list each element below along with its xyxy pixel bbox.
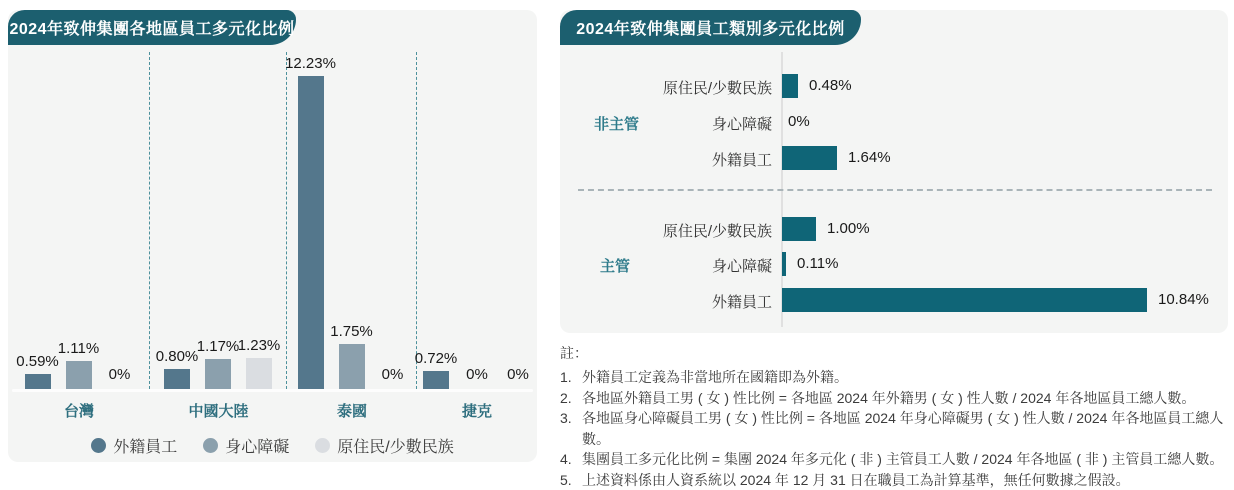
chart-group-3 <box>417 52 537 389</box>
footnote-text: 集團員工多元化比例 = 集團 2024 年多元化 ( 非 ) 主管員工人數 / 2024 年各地區 ( 非 ) 主管員工總人數。 <box>582 449 1223 470</box>
chart-group-1 <box>150 52 287 389</box>
group-separator-dashed-line <box>578 189 1212 191</box>
legend-dot-icon <box>203 438 218 453</box>
x-axis-label-中國大陸: 中國大陸 <box>150 400 287 422</box>
footnote-1 <box>560 367 1232 388</box>
category-diversity-panel <box>560 10 1228 333</box>
legend-item-外籍員工 <box>91 434 177 457</box>
bar-外籍員工 <box>298 76 324 389</box>
legend-label: 外籍員工 <box>113 434 177 457</box>
chart-group-2 <box>287 52 417 389</box>
bar-身心障礙 <box>205 359 231 389</box>
bar-slot <box>164 369 190 389</box>
bar-外籍員工 <box>25 374 51 389</box>
right-panel-title-banner <box>560 10 861 45</box>
x-axis-baseline <box>12 389 533 392</box>
footnote-number: 1. <box>560 367 582 388</box>
legend-dot-icon <box>315 438 330 453</box>
left-panel-title: 2024年致伸集團各地區員工多元化比例 <box>9 16 294 39</box>
bar-value-label: 12.23% <box>285 55 336 72</box>
x-axis-label-泰國: 泰國 <box>287 400 417 422</box>
legend-dot-icon <box>91 438 106 453</box>
footnote-text: 各地區外籍員工男 ( 女 ) 性比例 = 各地區 2024 年外籍男 ( 女 ) 性人數 / 2024 年各地區員工總人數。 <box>582 388 1195 409</box>
bar-slot <box>298 76 324 389</box>
bar-身心障礙 <box>66 361 92 389</box>
bar-原住民/少數民族 <box>246 358 272 389</box>
hbar-身心障礙 <box>782 252 786 276</box>
bar-value-label: 0.72% <box>415 350 458 367</box>
footnote-text: 各地區身心障礙員工男 ( 女 ) 性比例 = 各地區 2024 年身心障礙男 ( 女 ) 性人數 / 2024 年各地區員工總人數。 <box>582 408 1232 449</box>
x-axis-label-捷克: 捷克 <box>417 400 537 422</box>
bar-value-label: 1.17% <box>197 338 240 355</box>
bar-外籍員工 <box>423 371 449 389</box>
bar-slot <box>339 344 365 389</box>
x-axis-label-台灣: 台灣 <box>8 400 150 422</box>
footnote-number: 2. <box>560 388 582 409</box>
footnotes-list <box>560 367 1232 490</box>
bar-value-label: 0% <box>466 366 488 383</box>
footnotes <box>560 343 1232 490</box>
hbar-value-label: 0.48% <box>809 77 852 94</box>
bar-slot <box>423 371 449 389</box>
legend-item-原住民/少數民族 <box>315 434 453 457</box>
hbar-value-label: 0% <box>788 113 810 130</box>
bar-value-label: 0.80% <box>156 348 199 365</box>
row-label-身心障礙: 身心障礙 <box>620 113 772 134</box>
footnote-2 <box>560 388 1232 409</box>
legend-item-身心障礙 <box>203 434 289 457</box>
hbar-value-label: 10.84% <box>1158 291 1209 308</box>
hbar-原住民/少數民族 <box>782 74 798 98</box>
footnote-5 <box>560 470 1232 490</box>
row-label-外籍員工: 外籍員工 <box>620 291 772 312</box>
bar-value-label: 0% <box>507 366 529 383</box>
right-panel-title: 2024年致伸集團員工類別多元化比例 <box>576 16 845 39</box>
bar-外籍員工 <box>164 369 190 389</box>
footnote-text: 外籍員工定義為非當地所在國籍即為外籍。 <box>582 367 848 388</box>
footnote-number: 5. <box>560 470 582 490</box>
bar-slot <box>205 359 231 389</box>
chart-group-slots <box>417 371 537 389</box>
bar-value-label: 1.23% <box>238 337 281 354</box>
bar-value-label: 0% <box>109 366 131 383</box>
hbar-外籍員工 <box>782 146 837 170</box>
footnotes-heading: 註： <box>560 343 1232 363</box>
regional-diversity-panel <box>8 10 537 462</box>
footnote-number: 4. <box>560 449 582 470</box>
bar-slot <box>66 361 92 389</box>
bar-slot <box>25 374 51 389</box>
footnote-3 <box>560 408 1232 449</box>
row-label-外籍員工: 外籍員工 <box>620 149 772 170</box>
row-label-原住民/少數民族: 原住民/少數民族 <box>620 220 772 241</box>
row-label-原住民/少數民族: 原住民/少數民族 <box>620 77 772 98</box>
chart-group-slots <box>8 361 149 389</box>
regional-diversity-chart <box>8 52 537 389</box>
left-panel-title-banner <box>8 10 296 45</box>
hbar-value-label: 0.11% <box>797 255 838 272</box>
x-axis-labels <box>8 400 537 422</box>
chart-legend <box>8 434 537 457</box>
footnote-number: 3. <box>560 408 582 449</box>
footnote-text: 上述資料係由人資系統以 2024 年 12 月 31 日在職員工為計算基準，無任何數據之假設。 <box>582 470 1130 490</box>
group-label-非主管: 非主管 <box>594 113 639 134</box>
legend-label: 原住民/少數民族 <box>337 434 453 457</box>
hbar-value-label: 1.00% <box>827 220 870 237</box>
chart-group-slots <box>150 358 286 389</box>
bar-value-label: 0% <box>382 366 404 383</box>
bar-value-label: 0.59% <box>16 353 59 370</box>
bar-身心障礙 <box>339 344 365 389</box>
chart-group-slots <box>287 76 416 389</box>
group-label-主管: 主管 <box>600 255 630 276</box>
chart-group-0 <box>8 52 150 389</box>
hbar-外籍員工 <box>782 288 1147 312</box>
footnote-4 <box>560 449 1232 470</box>
hbar-原住民/少數民族 <box>782 217 816 241</box>
bar-value-label: 1.11% <box>58 340 99 357</box>
legend-label: 身心障礙 <box>225 434 289 457</box>
bar-slot <box>246 358 272 389</box>
hbar-value-label: 1.64% <box>848 149 891 166</box>
row-label-身心障礙: 身心障礙 <box>620 255 772 276</box>
bar-value-label: 1.75% <box>330 323 373 340</box>
